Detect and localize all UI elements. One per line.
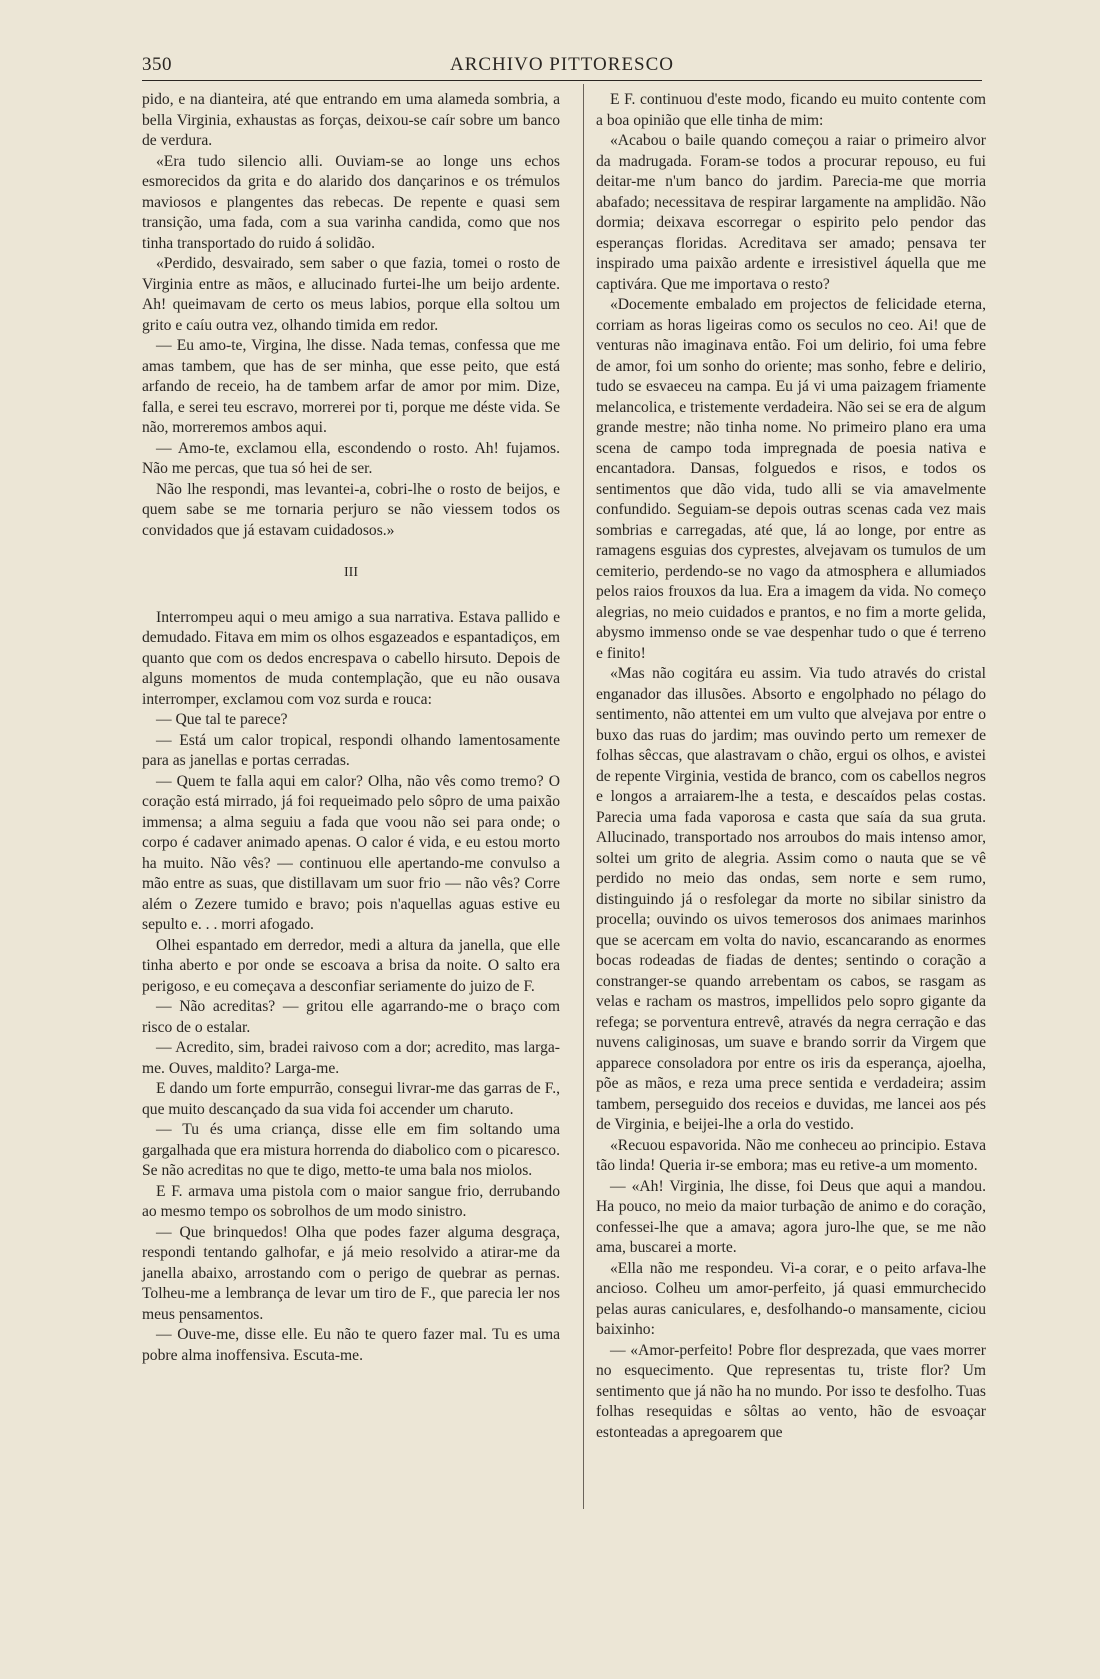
- paragraph: — Eu amo-te, Virgina, lhe disse. Nada temas, confessa que me amas tambem, que has de ser minha, que esse peito, que está arfando de receio, ha de tambem arfar de amor por mim. Dize, falla, e serei teu escravo, morrerei por ti, porque me déste vida. Se não, morreremos ambos aqui.: [142, 337, 560, 436]
- paragraph: pido, e na dianteira, até que entrando em uma alameda sombria, a bella Virginia, exhaustas as forças, deixou-se caír sobre um banco de verdura.: [142, 91, 560, 149]
- paragraph: — Quem te falla aqui em calor? Olha, não vês como tremo? O coração está mirrado, já foi requeimado pelo sôpro de uma paixão immensa; a alma seguiu a fada que voou não sei para onde; o corpo é cadaver animado apenas. O calor é vida, e eu estou morto ha muito. Não vês? — continuou elle apertando-me convulso a mão entre as suas, que distillavam um suor frio — não vês? Corre além o Zezere tumido e bravo; pois n'aquellas aguas estive eu sepulto e. . . morri afogado.: [142, 772, 560, 933]
- header-rule: [142, 80, 982, 81]
- paragraph: E dando um forte empurrão, consegui livrar-me das garras de F., que muito descançado da sua vida foi accender um charuto.: [142, 1080, 560, 1118]
- section-number: III: [344, 565, 358, 580]
- paragraph: «Perdido, desvairado, sem saber o que fazia, tomei o rosto de Virginia entre as mãos, e allucinado furtei-lhe um beijo ardente. Ah! queimavam de certo os meus labios, porque ella soltou um grito e caíu outra vez, olhando timida em redor.: [142, 255, 560, 334]
- paragraph: E F. continuou d'este modo, ficando eu muito contente com a boa opinião que elle tinha de mim:: [596, 91, 986, 129]
- paragraph: E F. armava uma pistola com o maior sangue frio, derrubando ao mesmo tempo os sobrolhos de um modo sinistro.: [142, 1182, 560, 1220]
- right-paragraphs: [596, 90, 986, 1443]
- paragraph: — Está um calor tropical, respondi olhando lamentosamente para as janellas e portas cerradas.: [142, 731, 560, 769]
- column-divider: [583, 84, 584, 1509]
- paragraph: — Não acreditas? — gritou elle agarrando-me o braço com risco de o estalar.: [142, 998, 560, 1036]
- paragraph: — Ouve-me, disse elle. Eu não te quero fazer mal. Tu es uma pobre alma inoffensiva. Escuta-me.: [142, 1326, 560, 1364]
- paragraph: Olhei espantado em derredor, medi a altura da janella, que elle tinha aberto e por onde se escoava a brisa da noite. O salto era perigoso, e eu começava a desconfiar seriamente do juizo de F.: [142, 936, 560, 995]
- paragraph: «Era tudo silencio alli. Ouviam-se ao longe uns echos esmorecidos da grita e do alarido dos dançarinos e os trémulos maviosos e plangentes das rebecas. De repente e quasi sem transição, uma fada, com a sua varinha candida, como que nos tinha transportado do ruido á solidão.: [142, 152, 560, 252]
- running-title: ARCHIVO PITTORESCO: [449, 54, 675, 75]
- paragraph: — Amo-te, exclamou ella, escondendo o rosto. Ah! fujamos. Não me percas, que tua só hei de ser.: [142, 439, 560, 477]
- paragraph: — Acredito, sim, bradei raivoso com a dor; acredito, mas larga-me. Ouves, maldito? Larga-me.: [142, 1039, 560, 1077]
- paragraph: — «Amor-perfeito! Pobre flor desprezada, que vaes morrer no esquecimento. Que representas tu, triste flor? Um sentimento que já não ha no mundo. Por isso te desfolho. Tuas folhas resequidas e sôltas ao vento, hão de esvoaçar estonteadas a apregoarem que: [596, 1341, 986, 1441]
- left-paragraphs-before: [142, 90, 560, 541]
- paragraph: — «Ah! Virginia, lhe disse, foi Deus que aqui a mandou. Ha pouco, no meio da maior turbação de animo e do coração, confessei-lhe que a amava; agora juro-lhe que, se me não ama, buscarei a morte.: [596, 1177, 986, 1256]
- paragraph: — Que brinquedos! Olha que podes fazer alguma desgraça, respondi tentando galhofar, e já meio resolvido a atirar-me da janella abaixo, arrostando com o perigo de quebrar as pernas. Tolheu-me a lembrança de levar um tiro de F., que parecia ler nos meus pensamentos.: [142, 1223, 560, 1323]
- page-header: [142, 50, 982, 80]
- paragraph: «Mas não cogitára eu assim. Via tudo através do cristal enganador das illusões. Absorto e engolphado no pélago do sentimento, não attentei em um vulto que alvejava por entre o buxo das ruas do jardim; mas ouvindo perto um remexer de folhas sêccas, que alastravam o chão, ergui os olhos, e avistei de repente Virginia, vestida de branco, com os cabellos negros e longos a arraiarem-lhe a testa, e descaídos pelas costas. Parecia uma fada vaporosa e casta que saía da sua gruta. Allucinado, transportado nos arroubos do mais intenso amor, soltei um grito de alegria. Assim como o nauta que se vê perdido no meio das ondas, sem norte e sem rumo, distinguindo já o resfolegar da morte no sibilar sinistro da procella; ouvindo os uivos temerosos dos animaes marinhos que se acercam em volta do navio, escancarando as enormes bocas rodeadas de fiadas de dentes; sentindo o coração a constranger-se quando arrebentam os cabos, se rasgam as velas e racham os mastros, impellidos pelo sopro gigante da refega; se porventura entrevê, através da negra cerração e das nuvens caliginosas, um suave e brando sorrir da Virgem que apparece consoladora por entre os iris da esperança, ajoelha, põe as mãos, e reza uma prece sentida e verdadeira; assim tambem, perseguido dos receios e duvidas, me lancei aos pés de Virginia, e beijei-lhe a orla do vestido.: [596, 665, 986, 1133]
- paragraph: — Que tal te parece?: [156, 711, 288, 728]
- paragraph: «Docemente embalado em projectos de felicidade eterna, corriam as horas ligeiras como os seculos no ceo. Ai! que de venturas não imaginava então. Foi um delirio, foi uma febre de amor, foi um sonho do oriente; mas sonho, febre e delirio, tudo se esvaeceu na campa. Eu já vi uma paizagem friamente melancolica, e tristemente verdadeira. Não sei se era de algum grande mestre; não tinha nome. No primeiro plano era uma scena de campo toda impregnada de poesia nativa e encantadora. Dansas, folguedos e risos, e todos os sentimentos que dão vida, tudo alli se via amavelmente confundido. Seguiam-se depois outras scenas cada vez mais sombrias e carregadas, até que, lá ao longe, por entre as ramagens esguias dos cyprestes, alvejavam os tumulos de um cemiterio, perdendo-se no vago da atmosphera e allumiados pelos raios frouxos da lua. Era a imagem da vida. No começo alegrias, no meio cuidados e prantos, e no fim a morte gelida, abysmo immenso onde se vae despenhar tudo o que é terreno e finito!: [596, 296, 986, 662]
- paragraph: «Recuou espavorida. Não me conheceu ao principio. Estava tão linda! Queria ir-se embora; mas eu retive-a um momento.: [596, 1136, 986, 1174]
- paragraph: «Acabou o baile quando começou a raiar o primeiro alvor da madrugada. Foram-se todos a procurar repouso, eu fui deitar-me n'um banco do jardim. Parecia-me que morria abafado; necessitava de respirar largamente na amplidão. Não dormia; deixava escorregar o espirito pelo pendor das esperanças floridas. Acreditava ser amado; pensava ter inspirado uma paixão ardente e irresistivel áquella que me captivára. Que me importava o resto?: [596, 132, 986, 293]
- paragraph: Não lhe respondi, mas levantei-a, cobri-lhe o rosto de beijos, e quem sabe se me tornaria perjuro se não viessem todos os convidados que já estavam cuidadosos.»: [142, 480, 560, 539]
- page-number: 350: [142, 54, 172, 75]
- paragraph: Interrompeu aqui o meu amigo a sua narrativa. Estava pallido e demudado. Fitava em mim os olhos esgazeados e espantadiços, em quanto que com os dedos encrespava o cabello hirsuto. Depois de alguns momentos de muda contemplação, que eu não ousava interromper, exclamou com voz surda e rouca:: [142, 608, 560, 708]
- right-column: [596, 90, 986, 1443]
- left-column: [142, 90, 560, 1366]
- paragraph: — Tu és uma criança, disse elle em fim soltando uma gargalhada que era mistura horrenda do diabolico com o picaresco. Se não acreditas no que te digo, metto-te uma bala nos miolos.: [142, 1121, 560, 1179]
- left-paragraphs-after: [142, 608, 560, 1367]
- paragraph: «Ella não me respondeu. Vi-a corar, e o peito arfava-lhe ancioso. Colheu um amor-perfeito, já quasi emmurchecido pelas auras caniculares, e, desfolhando-o mansamente, ciciou baixinho:: [596, 1259, 986, 1338]
